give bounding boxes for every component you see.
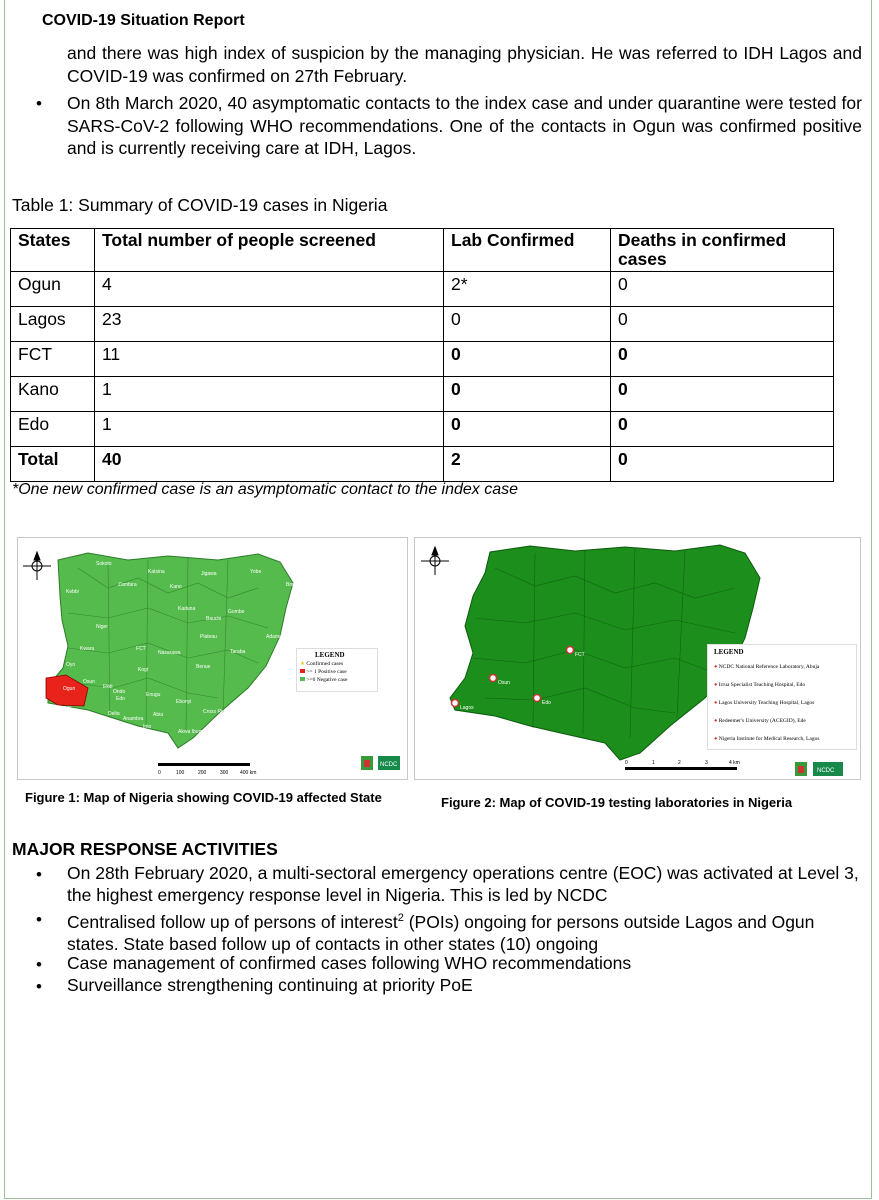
state-label: Bauchi: [206, 616, 222, 622]
state-label: Delta: [108, 711, 120, 717]
report-title: COVID-19 Situation Report: [42, 12, 245, 29]
state-label: Gombe: [228, 609, 245, 615]
state-label: Adamawa: [266, 634, 289, 640]
state-label: Borno: [286, 582, 300, 588]
table-header-cell: Deaths in confirmed cases: [611, 229, 834, 272]
state-label: Abia: [153, 712, 164, 718]
scale-tick: 200: [198, 770, 207, 776]
scale-bar: [625, 760, 740, 770]
cases-table: [10, 228, 834, 482]
table-cell: 0: [611, 377, 834, 412]
state-label: FCT: [136, 646, 146, 652]
table-caption: Table 1: Summary of COVID-19 cases in Nigeria: [12, 195, 388, 215]
scale-tick: 300: [220, 770, 229, 776]
nigeria-coat-of-arms-icon: [795, 762, 807, 776]
state-label: Kwara: [80, 646, 95, 652]
state-label: Edo: [116, 696, 125, 702]
state-label: Rivers: [128, 730, 143, 736]
map2-legend-item: ● Nigeria Institute for Medical Research, Lagos: [714, 736, 820, 742]
table-cell: 0: [611, 412, 834, 447]
state-label: Osun: [83, 679, 95, 685]
table-cell: Kano: [11, 377, 95, 412]
table-cell: Ogun: [11, 272, 95, 307]
table-row: [11, 272, 834, 307]
map1-legend: [296, 648, 378, 692]
state-label: Jigawa: [201, 571, 217, 577]
intro-bullet: On 8th March 2020, 40 asymptomatic contacts to the index case and under quarantine were tested for SARS-CoV-2 following WHO recommendations. One of the contacts in Ogun was confirmed positive and is currently receiving care at IDH, Lagos.: [67, 93, 862, 158]
state-label: Ebonyi: [176, 699, 192, 705]
scale-tick: 1: [652, 760, 655, 766]
state-label: Yobe: [250, 569, 262, 575]
map2-legend-item: ● Redeemer's University (ACEGID), Ede: [714, 718, 806, 724]
scale-tick: 4 km: [729, 760, 740, 766]
lab-pin-icon: [567, 647, 574, 654]
bullet-dot: •: [36, 955, 42, 974]
table-cell: 0: [611, 307, 834, 342]
state-label: Lagos: [58, 705, 72, 711]
map2-legend: [707, 644, 857, 750]
lab-pin-icon: [490, 675, 497, 682]
state-label: Taraba: [230, 649, 246, 655]
table-header-cell: Lab Confirmed: [444, 229, 611, 272]
response-item: On 28th February 2020, a multi-sectoral emergency operations centre (EOC) was activated at Level 3, the highest emergency response level in Nigeria. This is led by NCDC: [67, 863, 859, 905]
table-header-row: [11, 229, 834, 272]
response-item: Centralised follow up of persons of interest$^2$ (POIs) ongoing for persons outside Lagos and Ogun states. State based follow up of contacts in other states (10) ongoing: [67, 911, 815, 954]
ncdc-logo-text: NCDC: [380, 762, 398, 768]
table-row: [11, 342, 834, 377]
table-cell: Total: [11, 447, 95, 482]
table-cell: FCT: [11, 342, 95, 377]
state-label: Katsina: [148, 569, 165, 575]
state-label: Anambra: [123, 716, 144, 722]
map2-legend-title: LEGEND: [714, 648, 744, 656]
map1-legend-title: LEGEND: [315, 651, 345, 659]
state-label: Ogun: [63, 686, 76, 692]
scale-tick: 400 km: [240, 770, 257, 776]
scale-tick: 2: [678, 760, 681, 766]
state-label: Nasarawa: [158, 650, 181, 656]
nigeria-coat-of-arms-icon: [361, 756, 373, 770]
table-footnote: *One new confirmed case is an asymptomatic contact to the index case: [12, 481, 519, 498]
table-cell: 0: [444, 412, 611, 447]
bullet-dot: •: [36, 94, 42, 113]
figure-1-caption: Figure 1: Map of Nigeria showing COVID-19 affected State: [25, 790, 382, 805]
table-header-cell: States: [11, 229, 95, 272]
compass-icon: [421, 547, 449, 575]
table-cell: 2: [444, 447, 611, 482]
state-label: Zamfara: [118, 582, 137, 588]
map1-legend-item: >= 1 Positive case: [300, 668, 377, 676]
lab-pin-icon: [534, 695, 541, 702]
map1-legend-item: ★ Confirmed cases: [300, 661, 344, 667]
bullet-dot: •: [36, 865, 42, 884]
table-cell: 1: [95, 412, 444, 447]
table-header-cell: Total number of people screened: [95, 229, 444, 272]
map-affected-states: [17, 537, 408, 780]
scale-tick: 100: [176, 770, 185, 776]
state-label: Niger: [96, 624, 108, 630]
table-cell: Lagos: [11, 307, 95, 342]
scale-tick: 0: [158, 770, 161, 776]
lab-label: Osun: [498, 680, 510, 686]
table-row: [11, 377, 834, 412]
state-label: Sokoto: [96, 561, 112, 567]
table-cell: 1: [95, 377, 444, 412]
response-item: Case management of confirmed cases following WHO recommendations: [67, 953, 632, 973]
response-item: Surveillance strengthening continuing at priority PoE: [67, 975, 473, 995]
map1-legend-item: >=0 Negative case: [300, 676, 377, 684]
lab-label: FCT: [575, 652, 585, 658]
state-label: Imo: [143, 724, 152, 730]
state-label: Kebbi: [66, 589, 79, 595]
lab-pin-icon: [452, 700, 459, 707]
state-label: Enugu: [146, 692, 161, 698]
state-label: Cross River: [203, 709, 230, 715]
table-cell: 0: [444, 342, 611, 377]
state-label: Kogi: [138, 667, 149, 673]
table-cell: 4: [95, 272, 444, 307]
table-cell: 2*: [444, 272, 611, 307]
ncdc-logo-text: NCDC: [817, 768, 835, 774]
table-cell: Edo: [11, 412, 95, 447]
map-testing-labs: [414, 537, 861, 780]
table-cell: 23: [95, 307, 444, 342]
state-label: Plateau: [200, 634, 217, 640]
intro-continuation: and there was high index of suspicion by the managing physician. He was referred to IDH Lagos and COVID-19 was confirmed on 27th February.: [67, 43, 862, 86]
table-cell: 0: [611, 342, 834, 377]
table-cell: 0: [611, 272, 834, 307]
state-label: Akwa Ibom: [178, 729, 203, 735]
state-label: Oyo: [66, 662, 76, 668]
table-cell: 0: [444, 377, 611, 412]
state-label: Kano: [170, 584, 182, 590]
lab-label: Lagos: [460, 705, 474, 711]
scale-tick: 3: [705, 760, 708, 766]
scale-bar: [158, 763, 256, 776]
table-cell: 0: [444, 307, 611, 342]
state-label: Bayelsa: [98, 731, 116, 737]
map2-legend-item: ● Lagos University Teaching Hospital, Lagos: [714, 700, 815, 706]
state-label: Ekiti: [103, 684, 113, 690]
section-heading: MAJOR RESPONSE ACTIVITIES: [12, 839, 278, 859]
figure-2-caption: Figure 2: Map of COVID-19 testing laboratories in Nigeria: [441, 795, 793, 810]
table-cell: 0: [611, 447, 834, 482]
lab-label: Edo: [542, 700, 551, 706]
state-label: Kaduna: [178, 606, 196, 612]
state-label: Ondo: [113, 689, 126, 695]
table-total-row: [11, 447, 834, 482]
table-row: [11, 412, 834, 447]
table-row: [11, 307, 834, 342]
bullet-dot: •: [36, 977, 42, 996]
table-cell: 11: [95, 342, 444, 377]
map2-legend-item: ● Irrua Specialist Teaching Hospital, Edo: [714, 682, 806, 688]
compass-icon: [23, 552, 51, 580]
map2-legend-item: ● NCDC National Reference Laboratory, Abuja: [714, 664, 820, 670]
state-label: Benue: [196, 664, 211, 670]
scale-tick: 0: [625, 760, 628, 766]
table-cell: 40: [95, 447, 444, 482]
bullet-dot: •: [36, 910, 42, 929]
